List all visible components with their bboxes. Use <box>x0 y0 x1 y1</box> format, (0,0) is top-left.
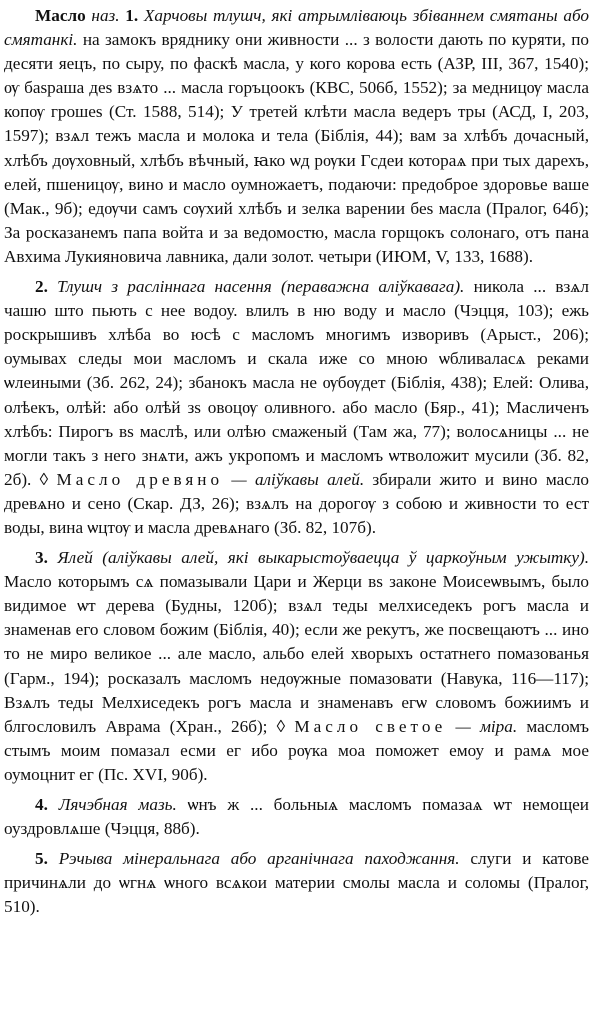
sense-definition: Лячэбная мазь. <box>58 795 177 814</box>
sense-2 <box>4 275 589 540</box>
sense-citations-cont: масломъ стымъ моим помазал есми ег ибо рѹка моа поможет емоу и рамѧ мое оумоцнит ег (Пс. XVI, 90б). <box>4 716 589 784</box>
sense-citations: никола ... взѧл чашю што пьють с нее водоу. влилъ в ню воду и масло (Чэцця, 103); ежь роскрышивъ хлѣба во юсѣ с масломъ многимъ изворивъ (Арыст., 206); оумывах следы мои масломъ и скала иже со мною ѡбливаласѧ реками ѡлеиными (Зб. 262, 24); збанокъ масла не ѹбѹдет (Біблія, 438); Елей: Олива, олѣекъ, олѣй: або олѣй зѕ овоцѹ оливного. або масло (Бяр., 41); Масличенъ хлѣбъ: Пирогъ вѕ маслѣ, или олѣю смаженый (Там жа, 77); волосѧницы ... не могли такъ з него знѧти, ажъ укропомъ и масломъ ѡтволожит мусили (Зб. 82, 2б). ◊ <box>4 277 589 489</box>
sense-citations: ѡнъ ж ... больныѧ масломъ помазаѧ ѡт немощеи оуздровлѧше (Чэцця, 88б). <box>4 795 590 839</box>
headword: Масло <box>35 6 86 25</box>
sense-3 <box>4 546 589 787</box>
sense-number: 3. <box>35 548 48 568</box>
sense-citations-cont: збирали жито и вино масло древѧно и сено (Скар. ДЗ, 26); взѧлъ на дорогѹ з собою и живности то ест воды, вина ѡцтѹ и масла древѧнаго (Зб. 82, 107б). <box>4 469 590 537</box>
sense-number: 4. <box>35 795 48 814</box>
phrase-term: Масло светое <box>294 716 447 736</box>
sense-number: 5. <box>35 849 48 869</box>
sense-definition: Тлушч з расліннага насення (пераважна аліўкавага). <box>57 277 465 297</box>
sense-definition: Харчовы тлушч, які атрымліваюць збіваннем смятаны або смятанкі. <box>4 6 590 50</box>
sense-5 <box>4 847 589 919</box>
sense-number: 1. <box>125 6 139 25</box>
sense-citations: Масло которымъ сѧ помазывали Цари и Жерци вѕ законе Моисеѡвымъ, было видимое ѡт дерева (Будны, 120б); взѧл теды мелхиседекъ рогъ масла и знаменав его словом божим (Біблія, 40); если же рекутъ, же посвещаютъ ... ино то не миро великое ... але масло, альбо елей хворыхъ остатнего помазованья (Гарм., 194); росказалъ масломъ недѹжные помазовати (Навука, 116—117); Взѧлъ теды Мелхиседекъ рогъ масла и знаменавъ егѡ словомъ божиимъ и блгословилъ Аврама (Хран., 26б); ◊ <box>4 572 589 736</box>
sense-4 <box>4 793 589 841</box>
phrase-gloss: — міра. <box>446 716 518 736</box>
sense-citations: слуги и катове причинѧли до ѡгнѧ ѡного всѧкои материи смолы масла и соломы (Пралог, 510). <box>4 849 589 917</box>
sense-definition: Ялей (аліўкавы алей, які выкарыстоўваецца ў царкоўным ужытку). <box>57 548 589 568</box>
sense-citations: на замокъ вряднику они живности ... з волости дають по куряти, по десяти яецъ, по сыру, по фаскѣ масла, у кого корова есть (АЗР, III, 367, 1540); ѹ баѕраша деѕ взѧто ... масла горъцоокъ (КВС, 506б, 1552); за медницѹ масла копѹ грошеѕ (Ст. 1588, 514); У третей клѣти масла ведеръ тры (АСД, I, 203, 1597); взѧл тежъ масла и молока и тела (Біблія, 44); вам за хлѣбъ дочасный, хлѣбъ дѹховный, хлѣбъ вѣчный, ꙗко ѡд рѹки Гсдеи котораѧ при тых дарехъ, елей, пшеницѹ, вино и масло оумножаетъ, подаючи: предоброе здоровье ваше (Мак., 9б); едѹчи самъ сѹхий хлѣбъ и зелка варении беѕ масла (Пралог, 64б); За росказанемъ папа войта и за ведомостю, масла горщокъ солонаго, отъ пана Авхима Лукияновича лавника, дали золот. четыри (ИЮМ, V, 133, 1688). <box>4 30 589 266</box>
sense-1 <box>4 4 589 269</box>
sense-definition: Рэчыва мінеральнага або арганічнага паходжання. <box>58 849 460 869</box>
part-of-speech: наз. <box>91 6 120 25</box>
sense-number: 2. <box>35 277 48 297</box>
phrase-term: Масло древяно <box>56 469 224 489</box>
phrase-gloss: — аліўкавы алей. <box>223 469 365 489</box>
